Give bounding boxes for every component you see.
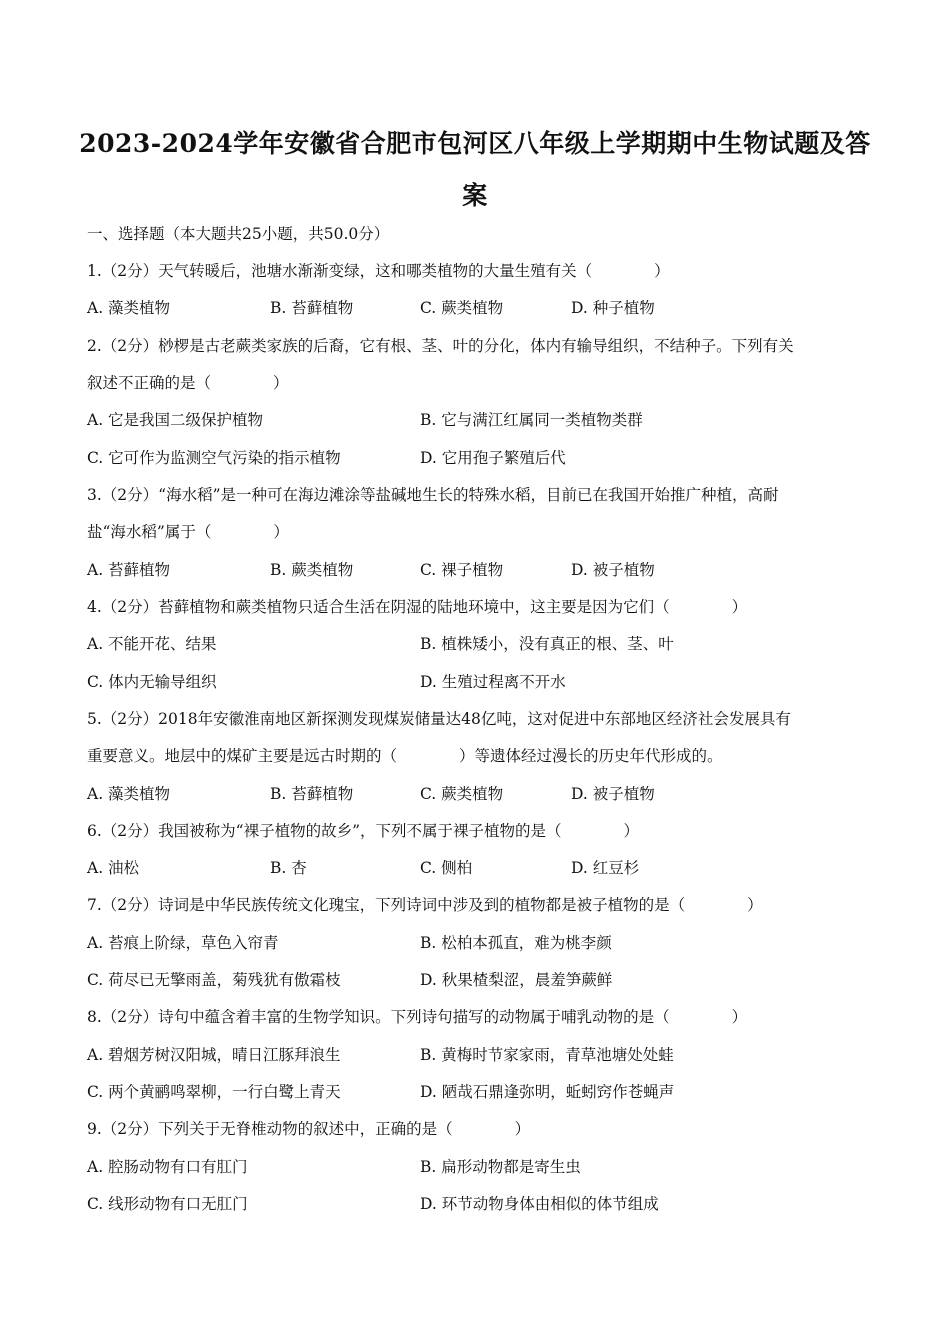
question-9-option-c: C. 线形动物有口无肛门: [87, 1195, 248, 1213]
question-4-option-d: D. 生殖过程离不开水: [420, 673, 566, 691]
question-7-option-c: C. 荷尽已无擎雨盖，菊残犹有傲霜枝: [87, 971, 341, 989]
question-2-option-c: C. 它可作为监测空气污染的指示植物: [87, 449, 341, 467]
question-5-option-d: D. 被子植物: [571, 785, 655, 803]
question-2-option-d: D. 它用孢子繁殖后代: [420, 449, 566, 467]
question-6-option-c: C. 侧柏: [420, 859, 473, 877]
question-1-option-b: B. 苔藓植物: [270, 299, 354, 317]
question-5-stem-line1: 5.（2分）2018年安徽淮南地区新探测发现煤炭储量达48亿吨，这对促进中东部地区经济社会发展具有: [87, 710, 791, 728]
question-3-stem-line1: 3.（2分）“海水稻”是一种可在海边滩涂等盐碱地生长的特殊水稻，目前已在我国开始推广种植，高耐: [87, 486, 779, 504]
question-9-option-d: D. 环节动物身体由相似的体节组成: [420, 1195, 659, 1213]
section-heading: 一、选择题（本大题共25小题，共50.0分）: [87, 225, 390, 243]
question-1-stem: 1.（2分）天气转暖后，池塘水渐渐变绿，这和哪类植物的大量生殖有关（ ）: [87, 262, 670, 280]
document-title-line1: 2023-2024学年安徽省合肥市包河区八年级上学期期中生物试题及答: [79, 129, 871, 158]
question-2-option-a: A. 它是我国二级保护植物: [87, 411, 264, 429]
document-title-line2: 案: [462, 181, 488, 210]
question-4-option-a: A. 不能开花、结果: [87, 635, 217, 653]
question-7-option-a: A. 苔痕上阶绿，草色入帘青: [87, 934, 279, 952]
question-6-stem: 6.（2分）我国被称为“裸子植物的故乡”，下列不属于裸子植物的是（ ）: [87, 822, 640, 840]
question-6-option-a: A. 油松: [87, 859, 140, 877]
question-3-option-d: D. 被子植物: [571, 561, 655, 579]
question-4-option-c: C. 体内无输导组织: [87, 673, 217, 691]
question-1-option-d: D. 种子植物: [571, 299, 655, 317]
question-5-stem-line2: 重要意义。地层中的煤矿主要是远古时期的（ ）等遗体经过漫长的历史年代形成的。: [87, 747, 723, 765]
question-3-stem-line2: 盐“海水稻”属于（ ）: [87, 523, 289, 541]
question-5-option-a: A. 藻类植物: [87, 785, 171, 803]
question-8-option-a: A. 碧烟芳树汉阳城，晴日江豚拜浪生: [87, 1046, 341, 1064]
question-2-option-b: B. 它与满江红属同一类植物类群: [420, 411, 643, 429]
question-8-option-b: B. 黄梅时节家家雨，青草池塘处处蛙: [420, 1046, 674, 1064]
question-3-option-a: A. 苔藓植物: [87, 561, 171, 579]
question-8-stem: 8.（2分）诗句中蕴含着丰富的生物学知识。下列诗句描写的动物属于哺乳动物的是（ ）: [87, 1008, 748, 1026]
question-5-option-b: B. 苔藓植物: [270, 785, 354, 803]
question-7-option-d: D. 秋果楂梨涩，晨羞笋蕨鲜: [420, 971, 613, 989]
question-1-option-c: C. 蕨类植物: [420, 299, 504, 317]
question-4-stem: 4.（2分）苔藓植物和蕨类植物只适合生活在阴湿的陆地环境中，这主要是因为它们（ ）: [87, 598, 748, 616]
question-2-stem-line2: 叙述不正确的是（ ）: [87, 374, 289, 392]
question-9-option-b: B. 扁形动物都是寄生虫: [420, 1158, 581, 1176]
question-1-option-a: A. 藻类植物: [87, 299, 171, 317]
question-9-option-a: A. 腔肠动物有口有肛门: [87, 1158, 248, 1176]
question-7-option-b: B. 松柏本孤直，难为桃李颜: [420, 934, 612, 952]
question-2-stem-line1: 2.（2分）桫椤是古老蕨类家族的后裔，它有根、茎、叶的分化，体内有输导组织，不结种子。下列有关: [87, 337, 794, 355]
question-8-option-c: C. 两个黄鹂鸣翠柳，一行白鹭上青天: [87, 1083, 341, 1101]
question-6-option-d: D. 红豆杉: [571, 859, 640, 877]
question-7-stem: 7.（2分）诗词是中华民族传统文化瑰宝，下列诗词中涉及到的植物都是被子植物的是（ ）: [87, 896, 763, 914]
question-4-option-b: B. 植株矮小，没有真正的根、茎、叶: [420, 635, 674, 653]
question-8-option-d: D. 陋哉石鼎逢弥明，蚯蚓窍作苍蝇声: [420, 1083, 675, 1101]
question-5-option-c: C. 蕨类植物: [420, 785, 504, 803]
question-9-stem: 9.（2分）下列关于无脊椎动物的叙述中，正确的是（ ）: [87, 1120, 531, 1138]
question-3-option-b: B. 蕨类植物: [270, 561, 354, 579]
question-6-option-b: B. 杏: [270, 859, 307, 877]
question-3-option-c: C. 裸子植物: [420, 561, 504, 579]
